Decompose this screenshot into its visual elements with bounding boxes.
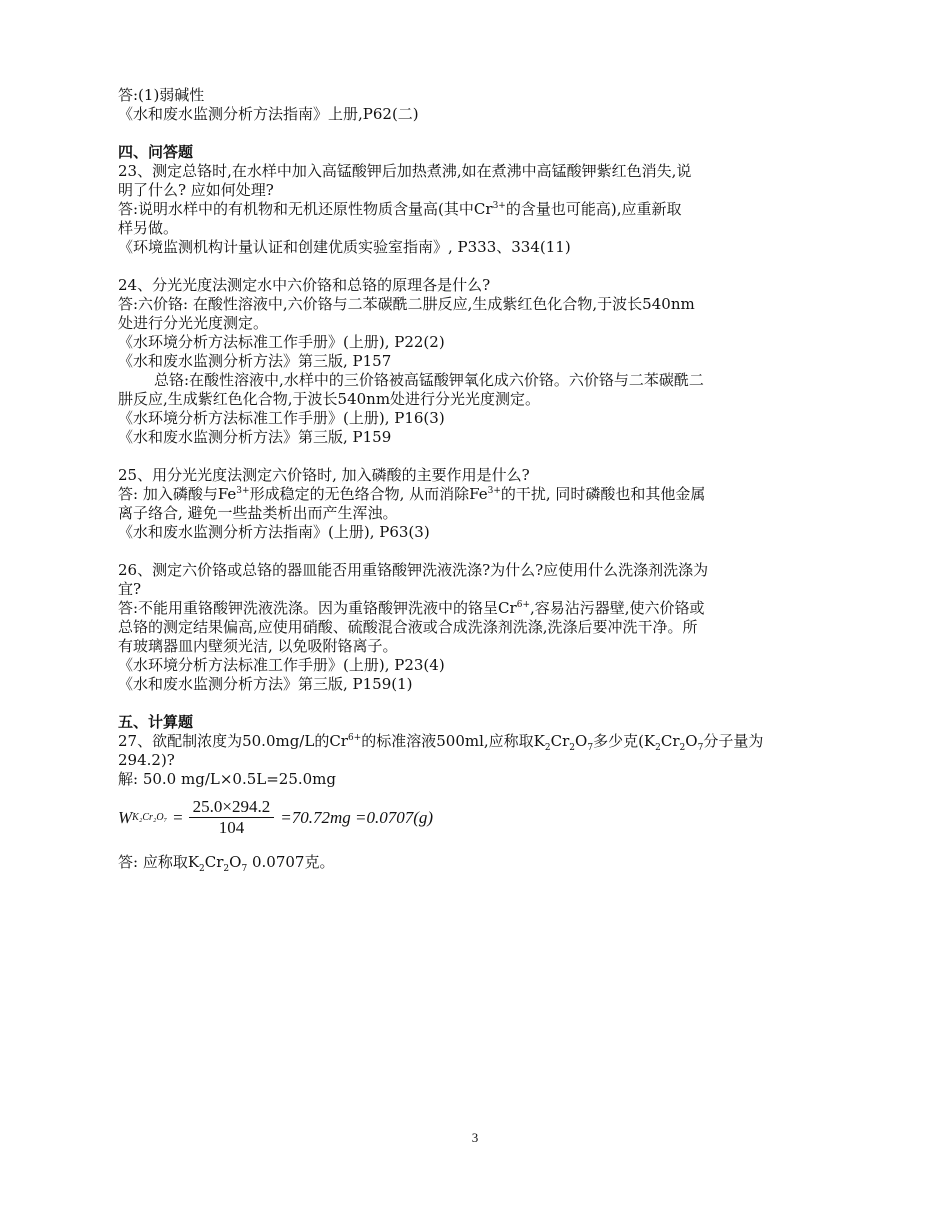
reference-text: 《水和废水监测分析方法指南》上册,P62(二) (118, 105, 419, 123)
answer-text: 答:(1)弱碱性 (118, 86, 205, 104)
answer-text: 答: 应称取$K_2Cr_2O_7$ 0.0707克。 (118, 853, 335, 874)
reference-text: 《环境监测机构计量认证和创建优质实验室指南》, P333、334(11) (118, 238, 571, 256)
answer-text: 肼反应,生成紫红色化合物,于波长540nm处进行分光光度测定。 (118, 390, 541, 408)
reference-text: 《水和废水监测分析方法》第三版, P159(1) (118, 675, 413, 693)
answer-text: 样另做。 (118, 219, 179, 237)
reference-text: 《水和废水监测分析方法》第三版, P159 (118, 428, 392, 446)
formula-result: =70.72mg =0.0707(g) (280, 807, 434, 827)
answer-text: 有玻璃器皿内壁须光洁, 以免吸附铬离子。 (118, 637, 398, 655)
answer-text: 答:说明水样中的有机物和无机还原性物质含量高(其中$Cr^{3+}$的含量也可能高),应重新取 (118, 200, 682, 218)
formula-numerator: 25.0×294.2 (189, 797, 275, 818)
reference-text: 《水环境分析方法标准工作手册》(上册), P23(4) (118, 656, 445, 674)
reference-text: 《水环境分析方法标准工作手册》(上册), P16(3) (118, 409, 445, 427)
document-body (118, 86, 838, 872)
answer-text: 处进行分光光度测定。 (118, 314, 269, 332)
question-text: 宜? (118, 580, 142, 598)
question-text: 24、分光光度法测定水中六价铬和总铬的原理各是什么? (118, 276, 491, 294)
section-heading: 四、问答题 (118, 143, 194, 161)
section-heading: 五、计算题 (118, 713, 194, 731)
question-text: 25、用分光光度法测定六价铬时, 加入磷酸的主要作用是什么? (118, 466, 530, 484)
answer-text: 答:六价铬: 在酸性溶液中,六价铬与二苯碳酰二肼反应,生成紫红色化合物,于波长540nm (118, 295, 695, 313)
answer-text: 总铬的测定结果偏高,应使用硝酸、硫酸混合液或合成洗涤剂洗涤,洗涤后要冲洗干净。所 (118, 618, 698, 636)
formula-fraction (189, 797, 275, 838)
answer-text: 答: 加入磷酸与$Fe^{3+}$形成稳定的无色络合物, 从而消除$Fe^{3+}$的干扰, 同时磷酸也和其他金属 (118, 485, 706, 503)
question-text: 明了什么? 应如何处理? (118, 181, 274, 199)
question-text: 26、测定六价铬或总铬的器皿能否用重铬酸钾洗液洗涤?为什么?应使用什么洗涤剂洗涤为 (118, 561, 709, 579)
answer-text: 离子络合, 避免一些盐类析出而产生浑浊。 (118, 504, 398, 522)
reference-text: 《水和废水监测分析方法指南》(上册), P63(3) (118, 523, 430, 541)
reference-text: 《水和废水监测分析方法》第三版, P157 (118, 352, 392, 370)
formula-subscript: K₂Cr₂O₇ (132, 812, 168, 823)
page-number: 3 (471, 1130, 479, 1145)
solution-text: 解: 50.0 mg/L×0.5L=25.0mg (118, 770, 337, 788)
reference-text: 《水环境分析方法标准工作手册》(上册), P22(2) (118, 333, 445, 351)
formula-denominator: 104 (218, 818, 245, 837)
formula-variable: W (118, 807, 133, 827)
answer-text: 总铬:在酸性溶液中,水样中的三价铬被高锰酸钾氧化成六价铬。六价铬与二苯碳酰二 (154, 371, 704, 389)
question-text: 294.2)? (118, 751, 175, 769)
formula (118, 797, 838, 849)
formula-equals: = (173, 807, 183, 827)
question-text: 23、测定总铬时,在水样中加入高锰酸钾后加热煮沸,如在煮沸中高锰酸钾紫红色消失,说 (118, 162, 692, 180)
question-text: 27、欲配制浓度为50.0mg/L的$Cr^{6+}$的标准溶液500ml,应称取$K_2Cr_2O_7$多少克($K_2Cr_2O_7$分子量为 (118, 732, 764, 753)
answer-text: 答:不能用重铬酸钾洗液洗涤。因为重铬酸钾洗液中的铬呈$Cr^{6+}$,容易沾污器壁,使六价铬或 (118, 599, 705, 617)
